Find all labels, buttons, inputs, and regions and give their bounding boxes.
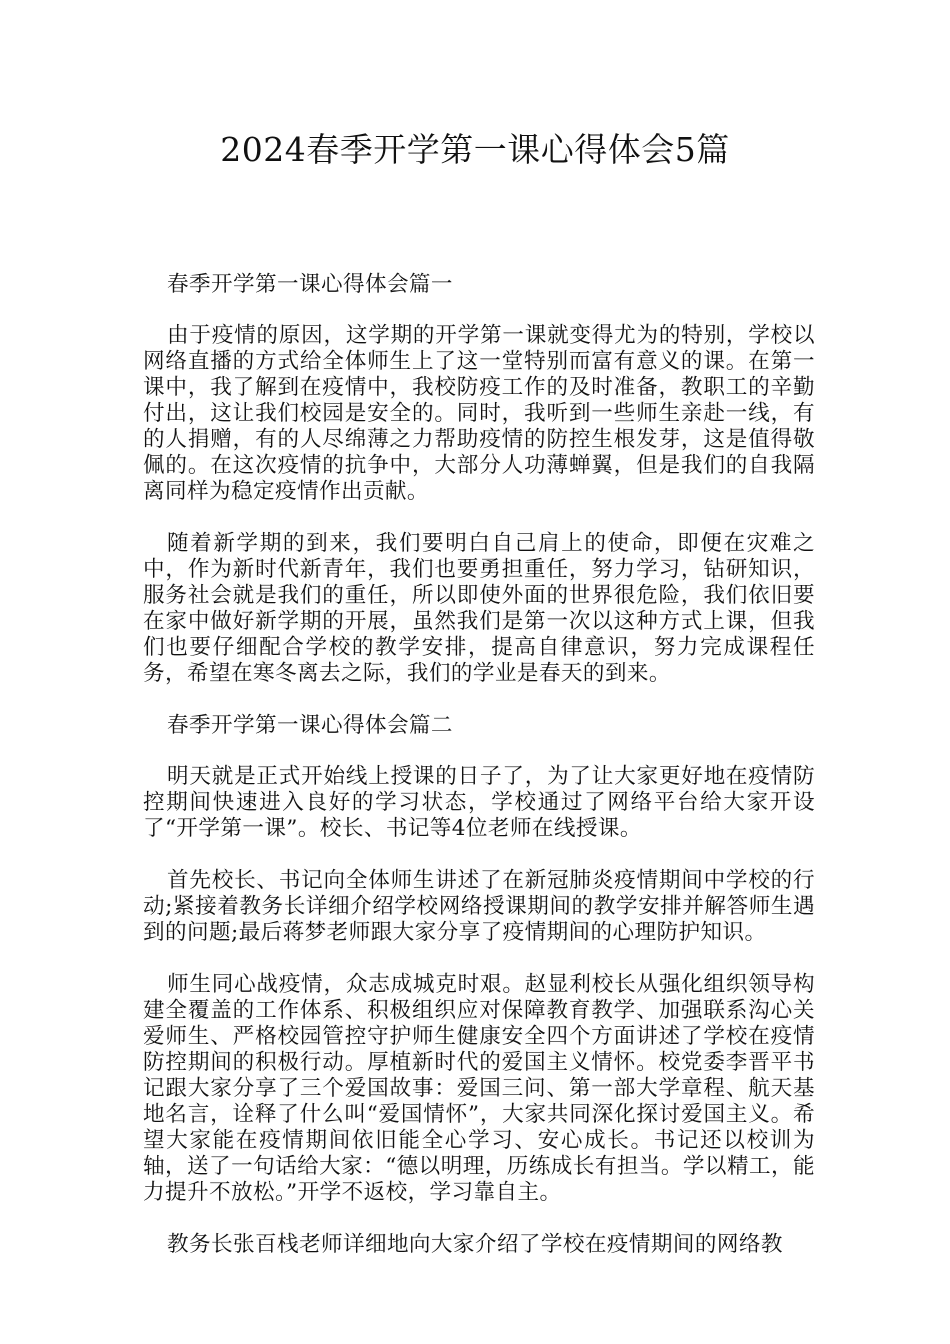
paragraph: 首先校长、书记向全体师生讲述了在新冠肺炎疫情期间中学校的行动;紧接着教务长详细介绍学校网络授课期间的教学安排并解答师生遇到的问题;最后蒋梦老师跟大家分享了疫情期间的心理防护知识。 <box>143 868 815 945</box>
paragraph: 明天就是正式开始线上授课的日子了，为了让大家更好地在疫情防控期间快速进入良好的学习状态，学校通过了网络平台给大家开设了“开学第一课”。校长、书记等4位老师在线授课。 <box>143 764 815 841</box>
section-heading: 春季开学第一课心得体会篇一 <box>167 272 453 297</box>
section-heading: 春季开学第一课心得体会篇二 <box>167 713 453 738</box>
paragraph: 随着新学期的到来，我们要明白自己肩上的使命，即便在灾难之中，作为新时代新青年，我们也要勇担重任，努力学习，钻研知识，服务社会就是我们的重任，所以即使外面的世界很危险，我们依旧要在家中做好新学期的开展，虽然我们是第一次以这种方式上课，但我们也要仔细配合学校的教学安排，提高自律意识，努力完成课程任务，希望在寒冬离去之际，我们的学业是春天的到来。 <box>143 531 815 686</box>
paragraph: 教务长张百栈老师详细地向大家介绍了学校在疫情期间的网络教 <box>167 1232 783 1257</box>
paragraph: 由于疫情的原因，这学期的开学第一课就变得尤为的特别，学校以网络直播的方式给全体师生上了这一堂特别而富有意义的课。在第一课中，我了解到在疫情中，我校防疫工作的及时准备，教职工的辛勤付出，这让我们校园是安全的。同时，我听到一些师生亲赴一线，有的人捐赠，有的人尽绵薄之力帮助疫情的防控生根发芽，这是值得敬佩的。在这次疫情的抗争中，大部分人功薄蝉翼，但是我们的自我隔离同样为稳定疫情作出贡献。 <box>143 323 815 504</box>
paragraph: 师生同心战疫情，众志成城克时艰。赵显利校长从强化组织领导构建全覆盖的工作体系、积极组织应对保障教育教学、加强联系沟心关爱师生、严格校园管控守护师生健康安全四个方面讲述了学校在疫情防控期间的积极行动。厚植新时代的爱国主义情怀。校党委李晋平书记跟大家分享了三个爱国故事：爱国三问、第一部大学章程、航天基地名言，诠释了什么叫“爱国情怀”，大家共同深化探讨爱国主义。希望大家能在疫情期间依旧能全心学习、安心成长。书记还以校训为轴，送了一句话给大家：“德以明理，历练成长有担当。学以精工，能力提升不放松。”开学不返校，学习靠自主。 <box>143 972 815 1205</box>
document-body <box>143 272 815 1284</box>
document-title: 2024春季开学第一课心得体会5篇 <box>220 130 730 169</box>
